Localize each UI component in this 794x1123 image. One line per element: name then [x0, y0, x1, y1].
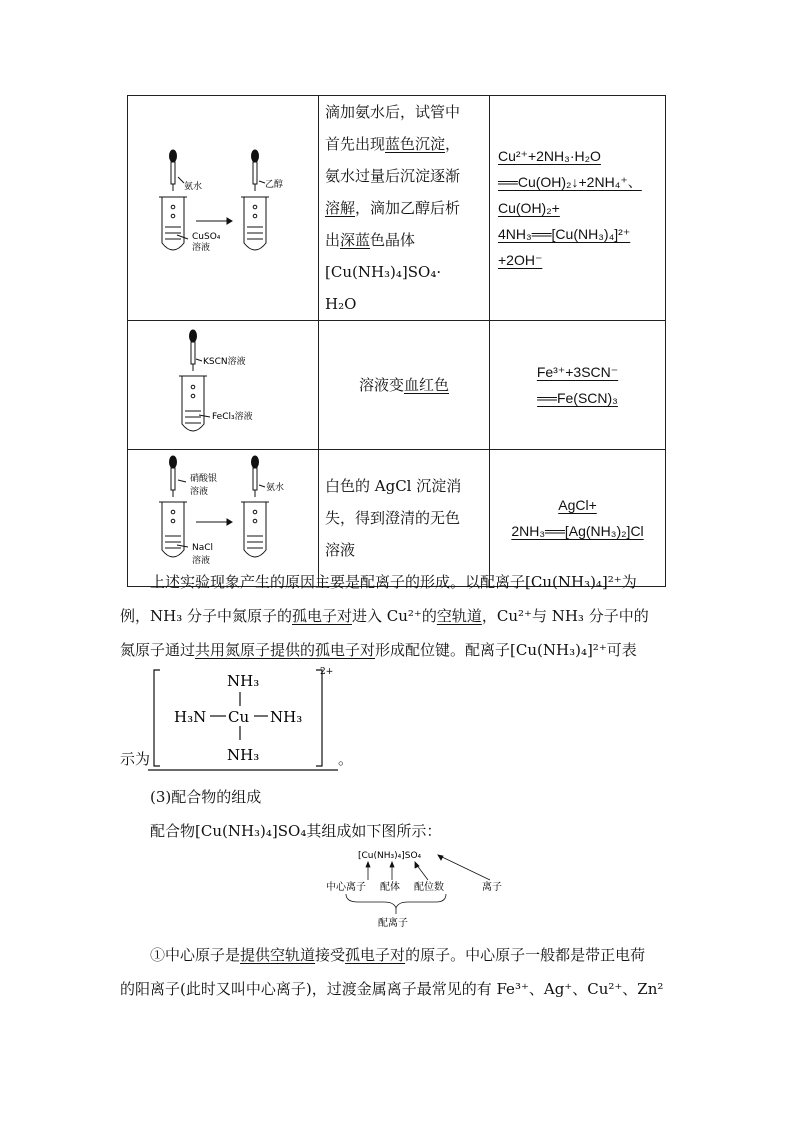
- solution-label: CuSO₄: [192, 232, 221, 242]
- phenomenon-text: ，滴加乙醇后析: [355, 199, 461, 217]
- central-atom-paragraph: [120, 938, 676, 1006]
- equation-line: +2OH⁻: [498, 252, 543, 268]
- reagent-label: 氨水: [184, 182, 203, 192]
- phenomenon-text: 色晶体: [370, 231, 416, 249]
- phenomenon-underlined: 深蓝: [340, 231, 371, 249]
- reagent-label: 氨水: [266, 483, 285, 493]
- complex-ion-structure: [148, 662, 358, 774]
- phenomenon-underlined: 血红色: [404, 376, 450, 394]
- equation-line: Cu²⁺+2NH₃·H₂O: [498, 148, 601, 164]
- underlined-term: 空轨道: [436, 607, 482, 625]
- figure-cell: [128, 96, 319, 321]
- phenomenon-text: ，: [445, 135, 461, 153]
- paragraph-line: 示为: [120, 750, 151, 768]
- phenomenon-text: 滴加氨水后，试管中: [325, 103, 461, 121]
- underlined-term: 孤电子对: [345, 946, 406, 964]
- composition-diagram: [318, 842, 518, 932]
- reagent-label: 硝酸银: [190, 474, 218, 484]
- underlined-term: 提供空轨道: [240, 946, 316, 964]
- intro-text: 配合物[Cu(NH₃)₄]SO₄其组成如下图所示：: [150, 822, 442, 840]
- ligand-bottom: NH₃: [227, 746, 260, 764]
- underlined-term: 共用氮原子提供的孤电子对: [195, 641, 376, 659]
- complex-ion-label: 配离子: [378, 918, 408, 929]
- phenomenon-text: [Cu(NH₃)₄]SO₄·: [325, 263, 442, 281]
- equation-line: Cu(OH)₂+: [498, 200, 560, 216]
- phenomenon-text: 氨水过量后沉淀逐渐: [325, 167, 461, 185]
- ligand-right: NH₃: [270, 708, 303, 726]
- paragraph-line: 上述实验现象产生的原因主要是配离子的形成。以配离子[Cu(NH₃)₄]²⁺为: [150, 573, 637, 591]
- equation-line: AgCl+: [558, 497, 597, 513]
- fecl3-kscn-figure: [128, 321, 318, 445]
- phenomenon-underlined: 蓝色沉淀: [385, 135, 446, 153]
- figure-cell: [128, 321, 319, 450]
- solution-label: NaCl: [192, 543, 214, 553]
- phenomenon-cell: [319, 96, 490, 321]
- solution-label: FeCl₃溶液: [212, 412, 253, 422]
- formula-label: [Cu(NH₃)₄]SO₄: [358, 851, 422, 861]
- ligand-left: H₃N: [174, 708, 207, 726]
- phenomenon-text: 首先出现: [325, 135, 386, 153]
- phenomenon-cell: [319, 321, 490, 450]
- equation-line: Fe³⁺+3SCN⁻: [536, 364, 619, 380]
- reagent-label: KSCN溶液: [203, 357, 246, 367]
- phenomenon-text: H₂O: [325, 295, 357, 313]
- ion-label: 离子: [482, 882, 502, 893]
- solution-label: 溶液: [192, 556, 211, 566]
- paragraph-line: 例，NH₃ 分子中氮原子的孤电子对进入 Cu²⁺的空轨道，Cu²⁺与 NH₃ 分子中的: [120, 607, 649, 625]
- heading-text: (3)配合物的组成: [150, 788, 262, 806]
- phenomenon-text: 溶液: [325, 541, 356, 559]
- ligand-top: NH₃: [227, 672, 260, 690]
- equation-line: 2NH₃══[Ag(NH₃)₂]Cl: [511, 523, 644, 539]
- cuso4-ammonia-figure: [128, 99, 318, 313]
- phenomenon-text: 溶液变: [358, 376, 404, 394]
- equation-line: ══Fe(SCN)₃: [537, 390, 618, 406]
- paragraph-line: 的阳离子(此时又叫中心离子)，过渡金属离子最常见的有 Fe³⁺、Ag⁺、Cu²⁺、Zn²: [120, 980, 664, 998]
- table-row: [128, 321, 666, 450]
- equation-cell: [490, 96, 666, 321]
- equation-cell: [490, 321, 666, 450]
- paragraph-line: ①中心原子是提供空轨道接受孤电子对的原子。中心原子一般都是带正电荷: [150, 946, 646, 964]
- agcl-ammonia-figure: [128, 450, 318, 582]
- reagent-label: 溶液: [190, 487, 209, 497]
- solution-label: 溶液: [192, 243, 211, 253]
- equation-line: 4NH₃══[Cu(NH₃)₄]²⁺: [498, 226, 631, 242]
- phenomenon-underlined: 溶解: [325, 199, 356, 217]
- equation-line: ══Cu(OH)₂↓+2NH₄⁺、: [498, 174, 642, 190]
- phenomenon-text: 出: [325, 231, 341, 249]
- central-atom: Cu: [228, 708, 250, 726]
- reagent-label: 乙醇: [265, 180, 284, 190]
- ligand-label: 配体: [380, 882, 400, 893]
- paragraph-punct: 。: [338, 750, 354, 768]
- charge-label: 2+: [320, 667, 334, 677]
- coord-num-label: 配位数: [414, 882, 444, 893]
- explanation-paragraph: [120, 565, 676, 667]
- underlined-term: 孤电子对: [292, 607, 353, 625]
- section-heading: [120, 780, 676, 848]
- phenomenon-text: 白色的 AgCl 沉淀消: [325, 477, 462, 495]
- experiment-table: [127, 95, 666, 587]
- phenomenon-text: 失，得到澄清的无色: [325, 509, 461, 527]
- table-row: [128, 96, 666, 321]
- paragraph-line: 氮原子通过共用氮原子提供的孤电子对形成配位键。配离子[Cu(NH₃)₄]²⁺可表: [120, 641, 637, 659]
- center-ion-label: 中心离子: [326, 882, 366, 893]
